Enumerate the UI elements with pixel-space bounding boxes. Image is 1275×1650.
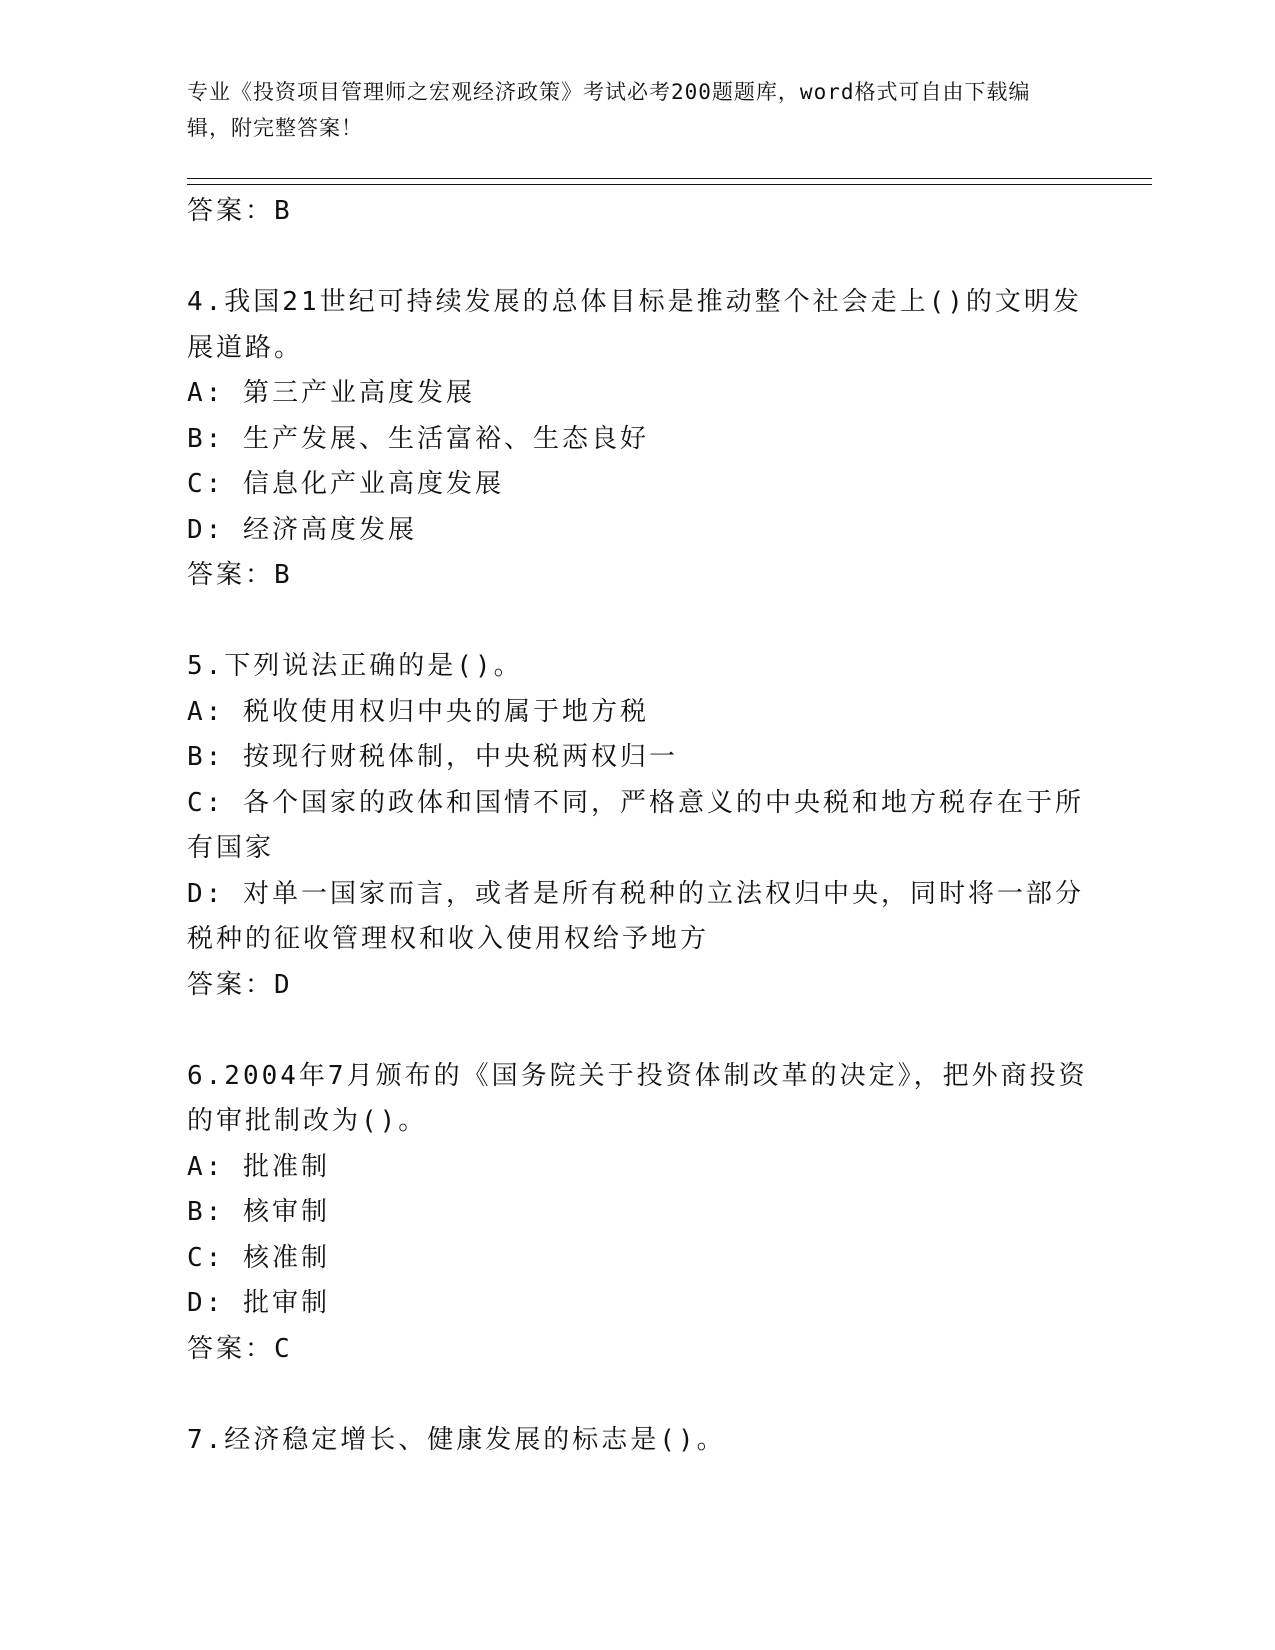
question-stem: 5.下列说法正确的是()。 [187, 651, 523, 681]
header-divider-top [187, 178, 1152, 179]
spacer [187, 1008, 1107, 1054]
option-b: B: 核审制 [187, 1197, 330, 1227]
answer-line: 答案：D [187, 969, 293, 1000]
answer-line: 答案：C [187, 1333, 293, 1364]
option-d: D: 经济高度发展 [187, 514, 417, 545]
question-stem: 6.2004年7月颁布的《国务院关于投资体制改革的决定》，把外商投资的审批制改为()。 [187, 1060, 1088, 1136]
question-stem: 7.经济稳定增长、健康发展的标志是()。 [187, 1424, 726, 1455]
option-a: A: 税收使用权归中央的属于地方税 [187, 696, 649, 727]
spacer [187, 1372, 1107, 1418]
header-divider-bottom [187, 184, 1152, 185]
option-b: B: 生产发展、生活富裕、生态良好 [187, 423, 649, 454]
option-c: C: 各个国家的政体和国情不同，严格意义的中央税和地方税存在于所有国家 [187, 787, 1084, 863]
document-header: 专业《投资项目管理师之宏观经济政策》考试必考200题题库，word格式可自由下载编辑，附完整答案！ [187, 80, 1031, 140]
option-d: D: 批审制 [187, 1288, 330, 1318]
question-block [187, 644, 1107, 1008]
spacer [187, 599, 1107, 645]
option-b: B: 按现行财税体制，中央税两权归一 [187, 742, 678, 772]
option-a: A: 第三产业高度发展 [187, 378, 475, 408]
option-a: A: 批准制 [187, 1151, 330, 1182]
question-block [187, 1418, 1107, 1464]
question-block [187, 280, 1107, 599]
question-stem: 4.我国21世纪可持续发展的总体目标是推动整个社会走上()的文明发展道路。 [187, 287, 1082, 363]
option-c: C: 核准制 [187, 1242, 330, 1273]
question-block [187, 1054, 1107, 1373]
answer-line: 答案：B [187, 560, 293, 590]
question-list [187, 189, 1107, 1463]
spacer [187, 235, 1107, 281]
option-c: C: 信息化产业高度发展 [187, 469, 504, 499]
answer-line: 答案：B [187, 196, 293, 226]
option-d: D: 对单一国家而言，或者是所有税种的立法权归中央，同时将一部分税种的征收管理权和收入使用权给予地方 [187, 878, 1084, 954]
